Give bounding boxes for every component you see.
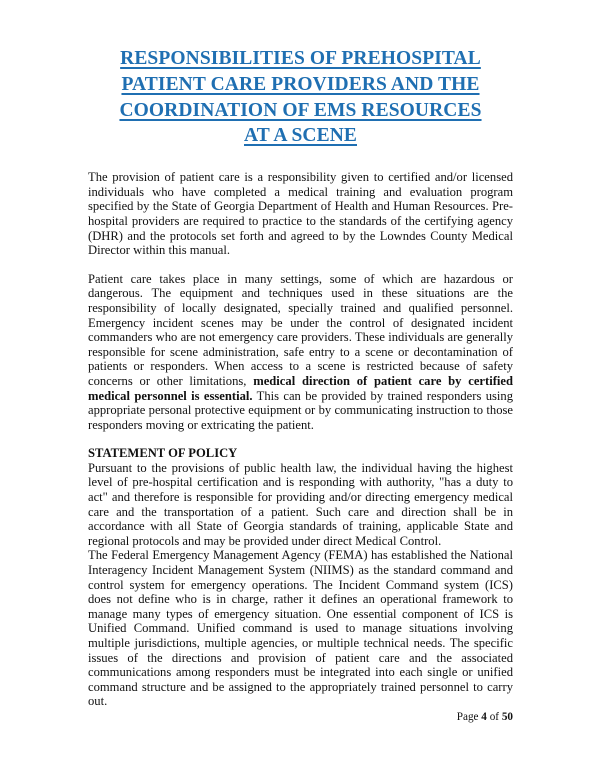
- page-title-line-3-text: COORDINATION OF EMS RESOURCES: [119, 99, 482, 121]
- statement-of-policy-section: [88, 446, 513, 548]
- paragraph-2-emphasis-text: medical direction of patient care by certified medical personnel is essential.: [88, 373, 513, 403]
- page-title-line-4-text: AT A SCENE: [244, 125, 357, 147]
- paragraph-2-lead-text: Patient care takes place in many settings, some of which are hazardous or dangerous. The equipment and techniques used in these situations are the responsibility of locally designated, specially trained and qualified personnel. Emergency incident scenes may be under the control of designated incident commanders who are not emergency care providers. These individuals are generally responsible for scene administration, safe entry to a scene or decontamination of patients or responders. When access to a scene is restricted because of safety concerns or other limitations,: [88, 271, 513, 388]
- page-title-line-4: [88, 123, 513, 149]
- section-heading-statement-of-policy: STATEMENT OF POLICY: [88, 446, 238, 461]
- paragraph-duty-to-act: Pursuant to the provisions of public health law, the individual having the highest level of pre-hospital certification and is responding with authority, "has a duty to act" and therefore is responsible for providing and/or directing emergency medical care and the transportation of a patient. Such care and direction shall be in accordance with all State of Georgia standards of training, applicable State and regional protocols and may be provided under direct Medical Control.: [88, 460, 513, 548]
- paragraph-2-trailing-text: This can be provided by trained responders using appropriate personal protective equipment or by communicating instruction to those responders moving or extricating the patient.: [88, 388, 513, 432]
- title-body-spacer: [88, 149, 513, 170]
- page-title-line-2: [88, 72, 513, 98]
- page-title: [88, 0, 513, 149]
- footer-page-prefix: Page: [456, 711, 482, 723]
- document-content: [88, 0, 513, 709]
- footer-page-middle: of: [486, 711, 502, 723]
- page-footer: [88, 711, 513, 724]
- paragraph-patient-care-settings: [88, 272, 513, 433]
- footer-total-pages: 50: [501, 711, 513, 723]
- page-title-line-1-text: RESPONSIBILITIES OF PREHOSPITAL: [120, 48, 481, 69]
- page-title-line-1: [88, 46, 513, 72]
- page-title-line-3: [88, 98, 513, 124]
- page-title-line-2-text: PATIENT CARE PROVIDERS AND THE: [121, 73, 480, 95]
- footer-page-number: 4: [481, 711, 487, 723]
- paragraph-provision-of-care: The provision of patient care is a responsibility given to certified and/or licensed individuals who have completed a medical training and evaluation program specified by the State of Georgia Department of Health and Human Resources. Pre-hospital providers are required to practice to the standards of the certifying agency (DHR) and the protocols set forth and agreed to by the Lowndes County Medical Director within this manual.: [88, 170, 513, 258]
- paragraph-fema-niims-ics: The Federal Emergency Management Agency (FEMA) has established the National Interagency Incident Management System (NIIMS) as the standard command and control system for emergency operations. The Incident Command system (ICS) does not define who is in charge, rather it defines an operational framework to manage many types of emergency situation. One essential component of ICS is Unified Command. Unified command is used to manage situations involving multiple jurisdictions, multiple agencies, or multiple technical needs. The specific issues of the directions and provision of patient care and the associated communications among responders must be integrated into each single or unified command structure and be assigned to the appropriately trained personnel to carry out.: [88, 548, 513, 709]
